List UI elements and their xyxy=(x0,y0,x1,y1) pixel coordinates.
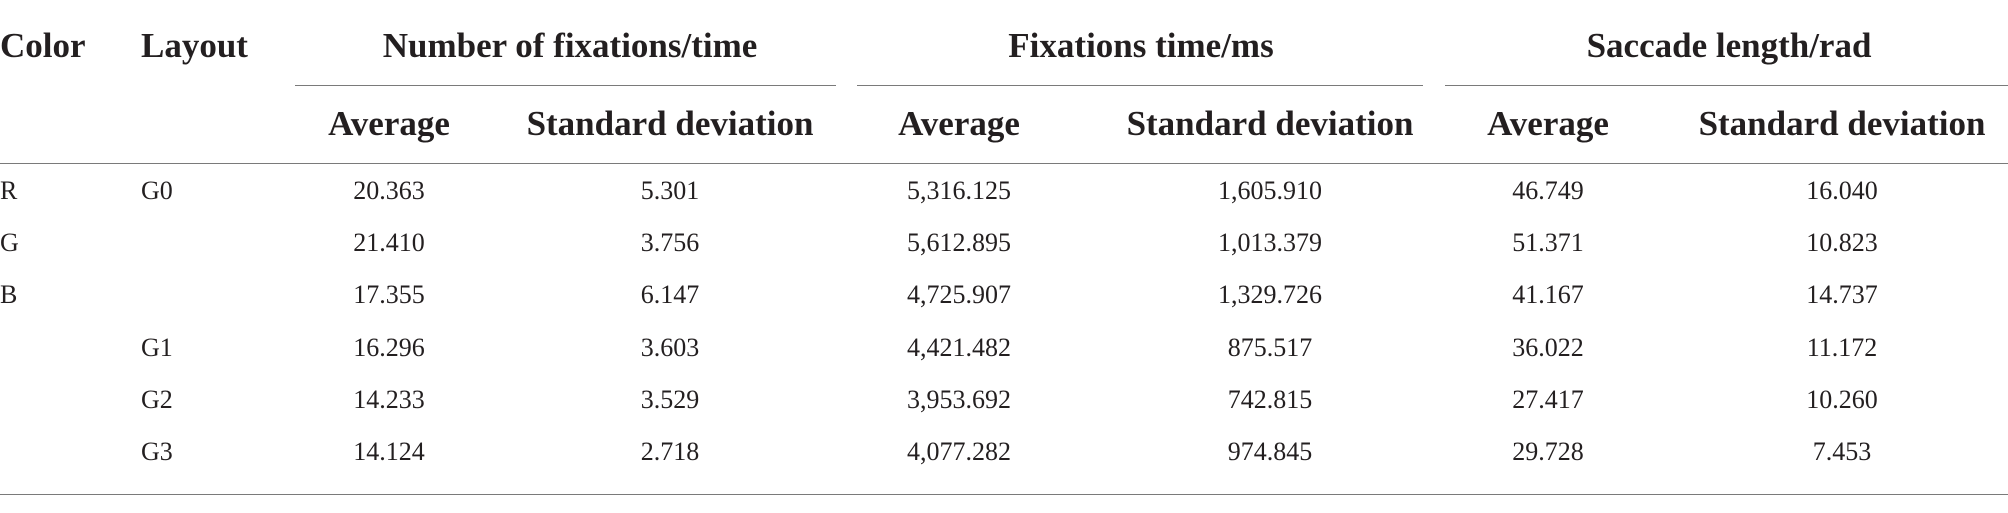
group-rule-fixations-count xyxy=(295,85,836,86)
cell-value: 974.845 xyxy=(1227,437,1313,466)
cell-value: 1,329.726 xyxy=(1218,280,1322,310)
cell-layout: G3 xyxy=(141,437,173,466)
cell-color: R xyxy=(0,176,18,205)
header-color: Color xyxy=(0,26,86,65)
cell-value: 11.172 xyxy=(1806,332,1878,362)
cell-color: G xyxy=(0,228,19,258)
subheader-std-1: Standard deviation xyxy=(526,104,814,143)
cell-value: 4,421.482 xyxy=(907,332,1011,362)
cell-value: 2.718 xyxy=(640,437,700,466)
cell-value: 14.737 xyxy=(1806,280,1878,310)
cell-value: 51.371 xyxy=(1512,228,1584,258)
cell-value: 6.147 xyxy=(640,280,700,310)
subheader-average-3: Average xyxy=(1487,104,1609,143)
cell-value: 5,612.895 xyxy=(907,228,1011,258)
group-rule-saccade-length xyxy=(1445,85,2008,86)
cell-value: 4,077.282 xyxy=(907,437,1011,466)
cell-value: 14.233 xyxy=(353,384,425,414)
cell-value: 4,725.907 xyxy=(907,280,1011,310)
header-bottom-rule xyxy=(0,163,2008,164)
cell-value: 46.749 xyxy=(1512,176,1584,205)
subheader-average-1: Average xyxy=(328,104,450,143)
cell-value: 17.355 xyxy=(353,280,425,310)
cell-layout: G0 xyxy=(141,176,173,205)
cell-value: 29.728 xyxy=(1512,437,1584,466)
subheader-std-2: Standard deviation xyxy=(1126,104,1414,143)
group-rule-fixations-time xyxy=(857,85,1423,86)
cell-value: 5,316.125 xyxy=(907,176,1011,205)
header-layout: Layout xyxy=(141,26,248,65)
header-group-saccade-length: Saccade length/rad xyxy=(1586,26,1872,65)
cell-value: 20.363 xyxy=(353,176,425,205)
header-group-fixations-count: Number of fixations/time xyxy=(382,26,758,65)
cell-value: 3,953.692 xyxy=(907,384,1011,414)
cell-value: 3.756 xyxy=(640,228,700,258)
cell-value: 1,605.910 xyxy=(1218,176,1322,205)
cell-value: 742.815 xyxy=(1227,384,1313,414)
header-group-fixations-time: Fixations time/ms xyxy=(1008,26,1274,65)
cell-value: 875.517 xyxy=(1227,332,1313,362)
subheader-std-3: Standard deviation xyxy=(1698,104,1986,143)
cell-layout: G2 xyxy=(141,384,173,414)
cell-value: 10.260 xyxy=(1806,384,1878,414)
cell-value: 16.296 xyxy=(353,332,425,362)
cell-value: 14.124 xyxy=(353,437,425,466)
cell-value: 10.823 xyxy=(1806,228,1878,258)
cell-layout: G1 xyxy=(141,332,173,362)
cell-color: B xyxy=(0,280,18,310)
cell-value: 1,013.379 xyxy=(1218,228,1322,258)
cell-value: 3.603 xyxy=(640,332,700,362)
cell-value: 27.417 xyxy=(1512,384,1584,414)
cell-value: 36.022 xyxy=(1512,332,1584,362)
table-bottom-rule xyxy=(0,494,2008,495)
cell-value: 5.301 xyxy=(640,176,700,205)
cell-value: 16.040 xyxy=(1806,176,1878,205)
cell-value: 7.453 xyxy=(1812,437,1872,466)
subheader-average-2: Average xyxy=(898,104,1020,143)
cell-value: 21.410 xyxy=(353,228,425,258)
cell-value: 41.167 xyxy=(1512,280,1584,310)
cell-value: 3.529 xyxy=(640,384,700,414)
